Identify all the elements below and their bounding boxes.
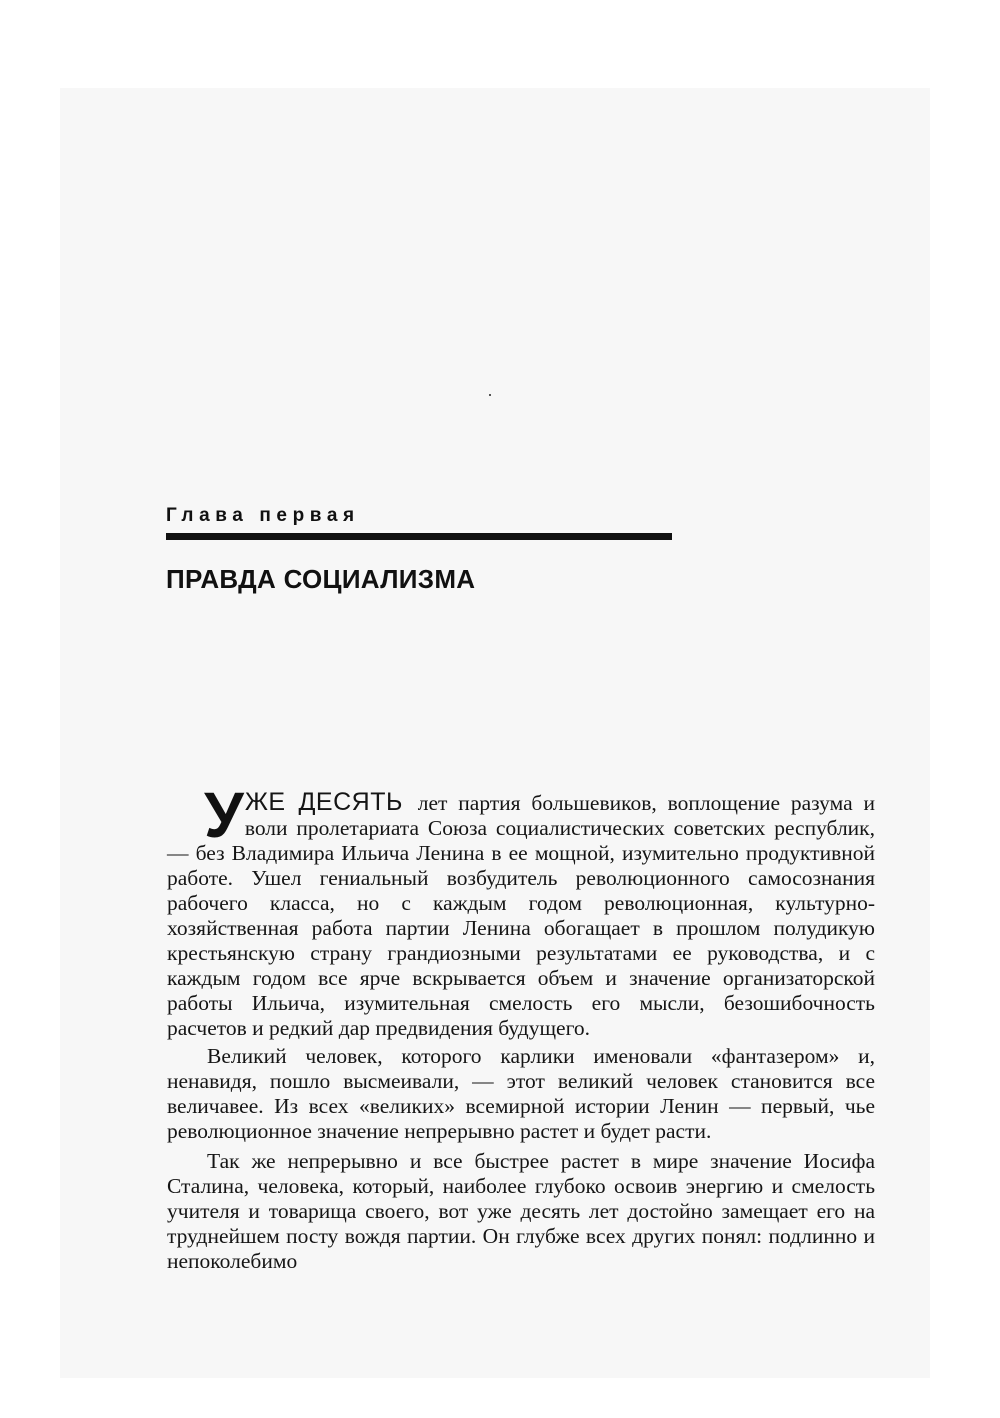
lead-caps: ЖЕ ДЕСЯТЬ	[244, 788, 403, 816]
paragraph-1	[167, 760, 875, 1041]
paragraph-2: Великий человек, которого карлики именовали «фантазером» и, ненавидя, пошло высмеивали, — этот великий человек становится все величавее. Из всех «великих» всемирной истории Ленин — первый, чье революционное значение непрерывно растет и будет расти.	[167, 1044, 875, 1143]
chapter-label: Глава первая	[166, 505, 360, 526]
paragraph-3: Так же непрерывно и все быстрее растет в мире значение Иосифа Сталина, человека, который, наиболее глубоко освоив энергию и смелость учителя и товарища своего, вот уже десять лет достойно замещает его на труднейшем посту вождя партии. Он глубже всех других понял: подлинно и непоколебимо	[167, 1149, 875, 1273]
paragraph-1-text: лет партия большевиков, воплощение разума и воли пролетариата Союза социалистических советских республик, — без Владимира Ильича Ленина в ее мощной, изумительно продуктивной работе. Ушел гениальный возбудитель революционного самосознания рабочего класса, но с каждым годом революционная, культурно-хозяйственная работа партии Ленина обогащает в прошлом полудикую крестьянскую страну грандиозными результатами ее руководства, и с каждым годом все ярче вскрывается объем и значение организаторской работы Ильича, изумительная смелость его мысли, безошибочность расчетов и редкий дар предвидения будущего.	[167, 791, 876, 1040]
scan-speck	[489, 394, 491, 396]
body-text	[167, 760, 875, 1274]
chapter-rule	[166, 533, 672, 540]
drop-cap: У	[204, 779, 244, 851]
chapter-title: ПРАВДА СОЦИАЛИЗМА	[166, 564, 476, 594]
